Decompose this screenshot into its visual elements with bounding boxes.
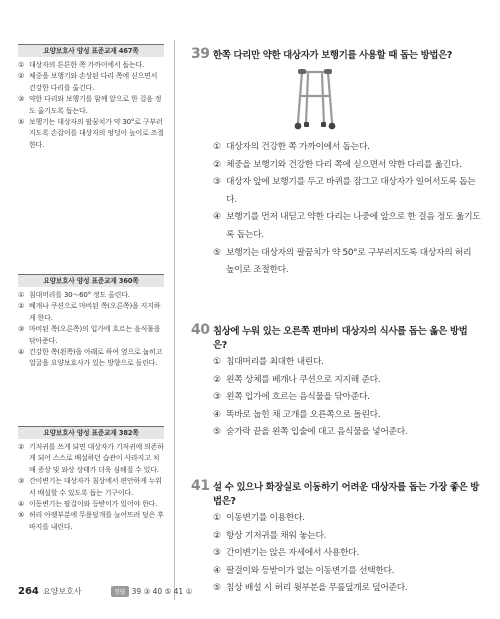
option-list [191, 510, 481, 598]
reference-box-2 [18, 274, 164, 370]
reference-box-3 [18, 426, 164, 533]
option-list [191, 354, 481, 442]
reference-box-1 [18, 44, 164, 151]
reference-list [18, 442, 164, 533]
option-item[interactable]: ① 대상자의 건강한 쪽 가까이에서 돕는다. [213, 142, 370, 152]
reference-header: 요양보호사 양성 표준교재 467쪽 [18, 44, 164, 57]
option-item[interactable]: ② 왼쪽 상체를 베개나 쿠션으로 지지해 준다. [213, 374, 381, 385]
question-41 [191, 478, 481, 598]
list-item: ③ 마비된 쪽(오른쪽)의 입가에 흐르는 음식물을 닦아준다. [18, 325, 161, 345]
question-40 [191, 322, 481, 442]
walker-icon [294, 64, 336, 134]
option-item[interactable]: ② 체중을 보행기와 건강한 다리 쪽에 싣으면서 약한 다리를 옮긴다. [213, 159, 462, 170]
question-39-options [191, 139, 481, 280]
option-item[interactable]: ⑤ 침상 배설 시 허리 윗부분을 무릎덮개로 덮어준다. [213, 583, 408, 594]
reference-header: 요양보호사 양성 표준교재 382쪽 [18, 426, 164, 439]
page-footer [18, 586, 82, 597]
answer-text: 39 ③ 40 ⑤ 41 ① [131, 587, 193, 596]
option-item[interactable]: ④ 보행기를 먼저 내딛고 약한 다리는 나중에 앞으로 한 걸음 정도 옮기도록 돕는다. [213, 212, 481, 240]
answer-badge: 정답 [111, 586, 129, 597]
option-item[interactable]: ③ 대상자 앞에 보행기를 두고 바퀴를 잠그고 대상자가 일어서도록 돕는다. [213, 177, 476, 205]
list-item: ④ 이동변기는 팔걸이와 등받이가 있어야 한다. [18, 500, 158, 509]
column-divider [174, 40, 175, 600]
question-text: 한쪽 다리만 약한 대상자가 보행기를 사용할 때 돕는 방법은? [213, 50, 453, 61]
option-item[interactable]: ④ 똑바로 눕힌 채 고개를 오른쪽으로 돌린다. [213, 409, 381, 420]
list-item: ⑤ 허리 아랫부분에 무릎덮개를 늘어뜨려 덮은 후 바지를 내린다. [18, 511, 164, 531]
list-item: ② 기저귀를 쓰게 되면 대상자가 기저귀에 의존하게 되어 스스로 배설하던 습관이 사라지고 치매 증상 및 와상 상태가 더욱 심해질 수 있다. [18, 443, 164, 474]
list-item: ③ 간이변기는 대상자가 침상에서 편안하게 누워서 배설할 수 있도록 돕는 기구이다. [18, 477, 162, 497]
option-item[interactable]: ⑤ 숟가락 끝을 왼쪽 입술에 대고 음식물을 넣어준다. [213, 427, 408, 438]
reference-list [18, 60, 164, 151]
page-number: 264 [18, 586, 39, 597]
reference-list [18, 290, 164, 370]
list-item: ② 베개나 쿠션으로 마비된 쪽(오른쪽)을 지지하게 한다. [18, 302, 161, 322]
question-text: 설 수 있으나 화장실로 이동하기 어려운 대상자를 돕는 가장 좋은 방법은? [213, 482, 480, 507]
question-number: 40 [191, 322, 210, 338]
list-item: ④ 건강한 쪽(왼쪽)을 아래로 하여 옆으로 눕히고 얼굴을 요양보호사가 있는 방향으로 돌린다. [18, 348, 163, 368]
option-item[interactable]: ① 침대머리를 최대한 내린다. [213, 357, 324, 367]
page-label: 요양보호사 [42, 587, 82, 596]
answer-key [111, 586, 192, 597]
option-list [191, 139, 481, 280]
option-item[interactable]: ⑤ 보행기는 대상자의 팔꿈치가 약 50°로 구부러지도록 대상자의 허리 높이로 조절한다. [213, 247, 472, 276]
list-item: ② 체중을 보행기와 손상된 다리 쪽에 싣으면서 건강한 다리를 옮긴다. [18, 72, 158, 92]
option-item[interactable]: ③ 왼쪽 입가에 흐르는 음식물을 닦아준다. [213, 392, 370, 403]
option-item[interactable]: ① 이동변기를 이용한다. [213, 513, 305, 523]
reference-header: 요양보호사 양성 표준교재 360쪽 [18, 274, 164, 287]
option-item[interactable]: ④ 팔걸이와 등받이가 없는 이동변기를 선택한다. [213, 565, 395, 576]
list-item: ① 대상자의 튼튼한 쪽 가까이에서 돕는다. [18, 61, 145, 69]
question-text: 침상에 누워 있는 오른쪽 편마비 대상자의 식사를 돕는 옳은 방법은? [213, 326, 468, 351]
option-item[interactable]: ③ 간이변기는 앉은 자세에서 사용한다. [213, 548, 359, 559]
option-item[interactable]: ② 항상 기저귀를 채워 놓는다. [213, 530, 327, 541]
list-item: ③ 약한 다리와 보행기를 함께 앞으로 한 걸음 정도 옮기도록 돕는다. [18, 95, 162, 115]
question-number: 39 [191, 46, 210, 62]
list-item: ⑤ 보행기는 대상자의 팔꿈치가 약 30°로 구부러지도록 손잡이를 대상자의 엉덩이 높이로 조절한다. [18, 118, 164, 149]
list-item: ① 침대머리를 30～60° 정도 올린다. [18, 291, 130, 299]
question-39 [191, 46, 481, 62]
question-number: 41 [191, 478, 210, 494]
